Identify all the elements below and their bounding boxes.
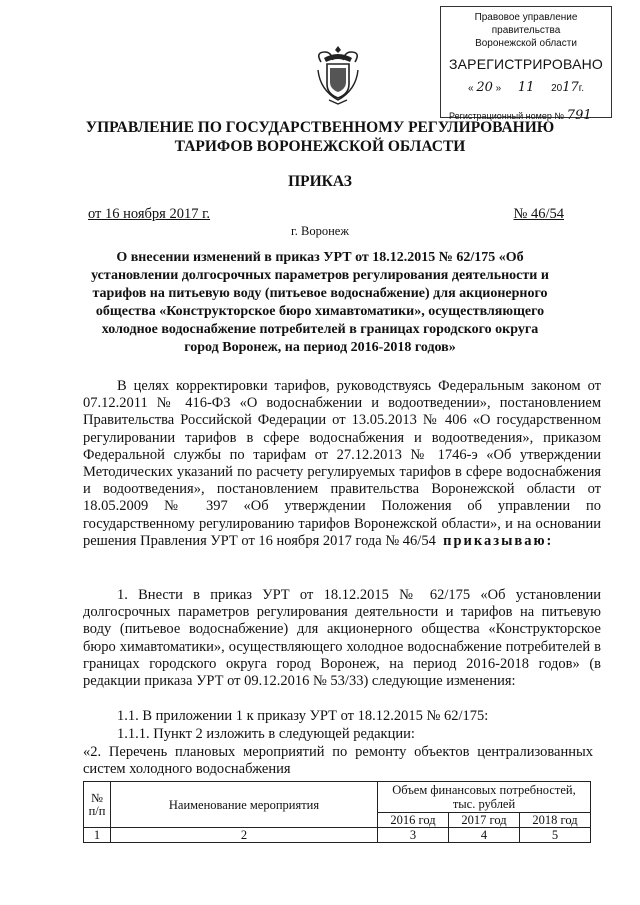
stamp-number-value: 791 xyxy=(566,108,592,123)
document-type: ПРИКАЗ xyxy=(288,173,352,190)
table-cell: 1 xyxy=(84,828,111,843)
table-cell: 5 xyxy=(520,828,591,843)
table-title xyxy=(83,744,593,778)
stamp-date-month: 11 xyxy=(517,80,535,95)
financial-table xyxy=(83,781,591,843)
stamp-date-day: 20 xyxy=(476,80,493,95)
order-word: приказываю: xyxy=(443,532,554,549)
point-1-text: 1. Внести в приказ УРТ от 18.12.2015 № 62/175 «Об установлении долгосрочных параметров регулирования деятельности и тарифов на питьевую воду (питьевое водоснабжение) для акционерного общества «Конструкторское бюро химавтоматики», осуществляющего холодное водоснабжение потребителей в границах городского округа город Воронеж, на период 2016-2018 годов» (в редакции приказа УРТ от 09.12.2016 № 53/33) следующие изменения: xyxy=(83,587,601,690)
table-title-text: «2. Перечень плановых мероприятий по ремонту объектов централизованных систем холодного водоснабжения xyxy=(83,744,593,778)
header-col-name: Наименование мероприятия xyxy=(111,782,378,828)
order-number: № 46/54 xyxy=(513,206,564,222)
stamp-line2: Воронежской области xyxy=(475,38,577,49)
header-col-no: № п/п xyxy=(84,782,111,828)
stamp-date-close: » xyxy=(495,83,502,94)
coat-of-arms-icon xyxy=(315,44,361,106)
order-city: г. Воронеж xyxy=(291,224,349,238)
table-row xyxy=(84,828,591,843)
stamp-date-year-suffix: г. xyxy=(578,83,584,94)
stamp-line1: Правовое управление правительства xyxy=(474,12,578,36)
stamp-date-open: « xyxy=(467,83,474,94)
registration-stamp xyxy=(440,6,612,123)
preamble-paragraph xyxy=(83,378,601,550)
table-cell: 4 xyxy=(449,828,520,843)
agency-title-line1: УПРАВЛЕНИЕ ПО ГОСУДАРСТВЕННОМУ РЕГУЛИРОВАНИЮ xyxy=(85,119,555,136)
stamp-date-row xyxy=(441,81,611,99)
point-1-1-text: 1.1. В приложении 1 к приказу УРТ от 18.12.2015 № 62/175: xyxy=(117,708,489,724)
order-subject: О внесении изменений в приказ УРТ от 18.12.2015 № 62/175 «Об установлении долгосрочных параметров регулирования деятельности и тарифов на питьевую воду (питьевое водоснабжение) для акционерного общества «Конструкторское бюро химавтоматики», осуществляющего холодное водоснабжение потребителей в границах городского округа город Воронеж, на период 2016-2018 годов» xyxy=(91,250,549,355)
stamp-registered: ЗАРЕГИСТРИРОВАНО xyxy=(448,56,604,72)
table-header-row xyxy=(84,782,591,813)
order-date: от 16 ноября 2017 г. xyxy=(88,206,211,222)
header-year: 2018 год xyxy=(520,813,591,828)
stamp-date-year-prefix: 20 xyxy=(551,83,563,94)
preamble-text: В целях корректировки тарифов, руководствуясь Федеральным законом от 07.12.2011 № 416-ФЗ «О водоснабжении и водоотведении», постановлением Правительства Российской Федерации от 13.05.2013 № 406 «О государственном регулировании тарифов в сфере водоснабжения и водоотведения», приказом Федеральной службы по тарифам от 27.12.2013 № 1746-э «Об утверждении Методических указаний по расчету регулируемых тарифов в сфере водоснабжения и водоотведения», постановлением правительства Воронежской области от 18.05.2009 № 397 «Об утверждении Положения об управлении по государственному регулированию тарифов Воронежской области», и на основании решения Правления УРТ от 16 ноября 2017 года № 46/54 xyxy=(83,378,601,549)
point-1-1-1-text: 1.1.1. Пункт 2 изложить в следующей редакции: xyxy=(117,726,415,742)
header-year: 2017 год xyxy=(449,813,520,828)
point-1-paragraph xyxy=(83,587,601,690)
agency-title-line2: ТАРИФОВ ВОРОНЕЖСКОЙ ОБЛАСТИ xyxy=(174,138,466,155)
stamp-number-label: Регистрационный номер № xyxy=(449,111,565,121)
table-cell: 2 xyxy=(111,828,378,843)
table-cell: 3 xyxy=(378,828,449,843)
header-year: 2016 год xyxy=(378,813,449,828)
stamp-date-year: 17 xyxy=(562,80,579,95)
point-1-1-1 xyxy=(83,726,601,743)
header-col-fin: Объем финансовых потребностей, тыс. рублей xyxy=(378,782,591,813)
point-1-1 xyxy=(83,708,601,725)
